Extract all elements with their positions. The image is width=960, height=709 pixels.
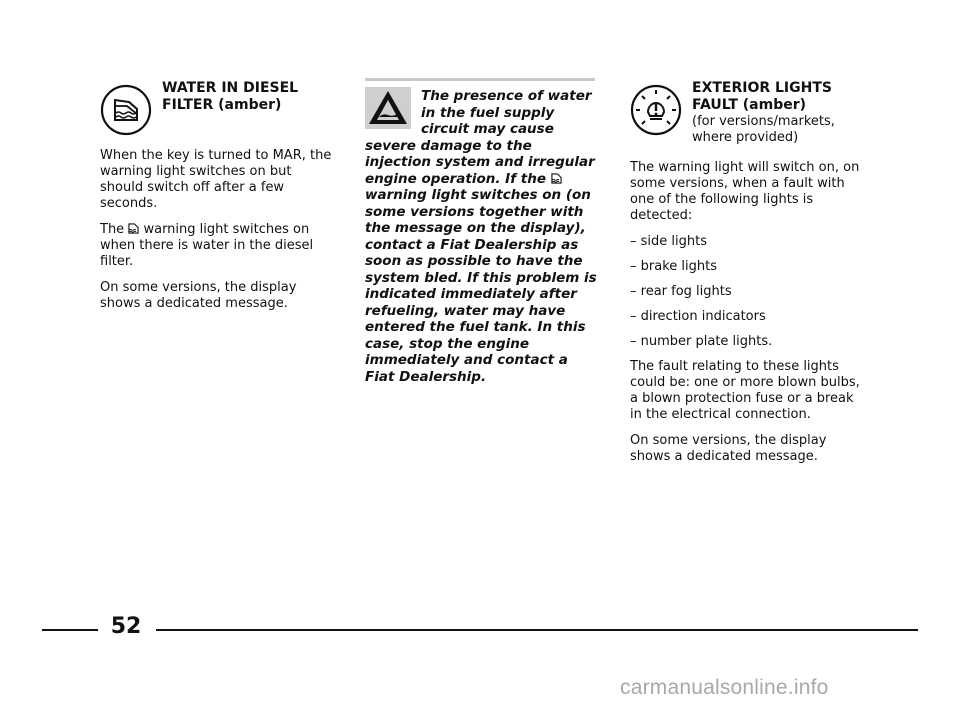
paragraph-suffix: warning light switches on when there is water in the diesel filter. bbox=[100, 222, 314, 269]
warning-note-text bbox=[365, 88, 597, 385]
paragraph: The warning light will switch on, on some versions, when a fault with one of the following lights is detected: bbox=[630, 160, 860, 223]
water-in-diesel-heading bbox=[162, 80, 342, 114]
exterior-lights-heading bbox=[692, 80, 872, 146]
page-number: 52 bbox=[110, 614, 142, 639]
paragraph bbox=[100, 222, 336, 270]
paragraph: When the key is turned to MAR, the warning light switches on but should switch off after a few seconds. bbox=[100, 148, 332, 211]
water-in-diesel-filter-icon bbox=[551, 173, 562, 184]
list-item: – brake lights bbox=[630, 259, 717, 274]
footer-rule-right bbox=[156, 629, 918, 631]
list-item: – rear fog lights bbox=[630, 284, 732, 299]
exterior-lights-fault-icon bbox=[630, 84, 682, 136]
paragraph: On some versions, the display shows a dedicated message. bbox=[100, 280, 297, 311]
heading-line: WATER IN DIESEL bbox=[162, 80, 299, 96]
water-in-diesel-filter-icon bbox=[128, 223, 139, 234]
section-divider bbox=[365, 78, 595, 81]
exterior-lights-body bbox=[630, 160, 866, 475]
list-item: – side lights bbox=[630, 234, 707, 249]
paragraph: On some versions, the display shows a dedicated message. bbox=[630, 433, 827, 464]
paragraph-prefix: The bbox=[100, 222, 125, 237]
note-text-part1: The presence of water in the fuel supply circuit may cause severe damage to the injection system and irregular engine operation. If the bbox=[365, 88, 595, 187]
list-item: – number plate lights. bbox=[630, 334, 773, 349]
paragraph: The fault relating to these lights could be: one or more blown bulbs, a blown protection fuse or a break in the electrical connection. bbox=[630, 359, 860, 422]
footer-rule-left bbox=[42, 629, 98, 631]
heading-line: FILTER (amber) bbox=[162, 97, 282, 113]
watermark: carmanualsonline.info bbox=[620, 676, 829, 699]
heading-line: EXTERIOR LIGHTS bbox=[692, 80, 832, 96]
heading-subtext: where provided) bbox=[692, 130, 799, 145]
list-item: – direction indicators bbox=[630, 309, 766, 324]
water-in-diesel-filter-icon bbox=[100, 84, 152, 136]
heading-line: FAULT (amber) bbox=[692, 97, 807, 113]
heading-subtext: (for versions/markets, bbox=[692, 114, 835, 129]
note-text-part2: warning light switches on (on some versions together with the message on the display), contact a Fiat Dealership as soon as possible to have the system bled. If this problem is indicated immediately after refueling, water may have entered the fuel tank. In this case, stop the engine immediately and contact a Fiat Dealership. bbox=[365, 187, 597, 385]
water-in-diesel-body bbox=[100, 148, 336, 322]
